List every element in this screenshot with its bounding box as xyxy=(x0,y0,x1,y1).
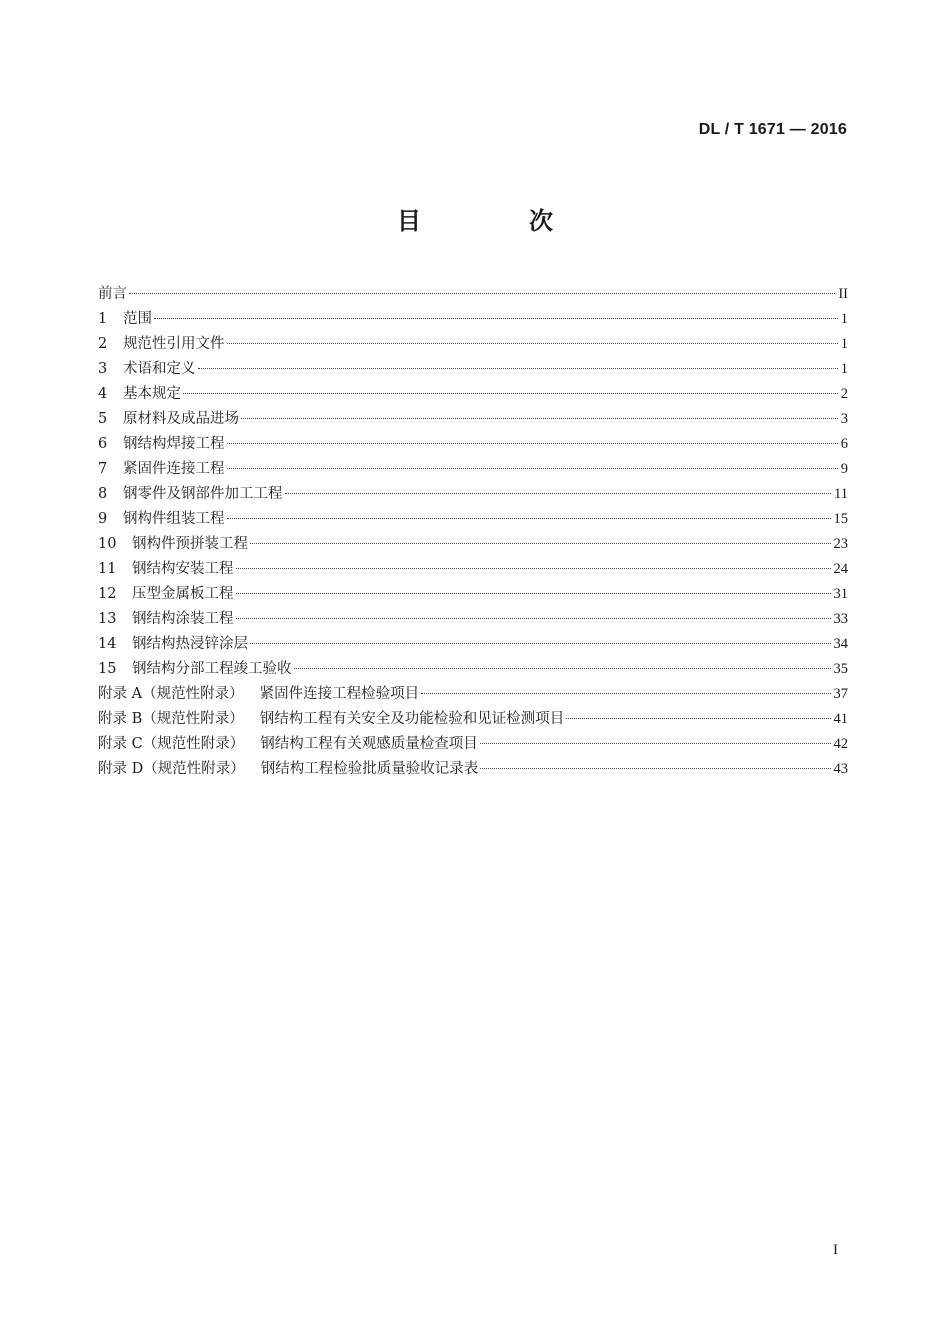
toc-entry[interactable] xyxy=(98,357,848,382)
toc-leader-dots xyxy=(294,668,831,669)
toc-entry-title: 前言 xyxy=(98,286,127,302)
toc-entry-number: 附录 B（规范性附录） xyxy=(98,711,244,727)
toc-leader-dots xyxy=(480,743,831,744)
toc-entry-page: 1 xyxy=(840,311,848,327)
toc-entry-number: 7 xyxy=(98,461,108,477)
toc-entry[interactable] xyxy=(98,507,848,532)
toc-entry-number: 1 xyxy=(98,311,108,327)
toc-entry[interactable] xyxy=(98,657,848,682)
toc-leader-dots xyxy=(198,368,838,369)
toc-entry-title: 术语和定义 xyxy=(123,361,196,377)
toc-entry-number: 5 xyxy=(98,411,108,427)
toc-entry-page: 2 xyxy=(840,386,848,402)
toc-entry-number: 2 xyxy=(98,336,108,352)
toc-entry-page: 1 xyxy=(840,361,848,377)
toc-entry-number: 10 xyxy=(98,536,117,552)
toc-entry-title: 范围 xyxy=(123,311,152,327)
toc-leader-dots xyxy=(227,518,831,519)
toc-entry-number: 13 xyxy=(98,611,117,627)
toc-entry-number: 11 xyxy=(98,561,117,577)
toc-entry[interactable] xyxy=(98,582,848,607)
toc-leader-dots xyxy=(236,618,831,619)
toc-entry[interactable] xyxy=(98,757,848,782)
toc-entry[interactable] xyxy=(98,557,848,582)
toc-entry[interactable] xyxy=(98,382,848,407)
toc-entry-number: 3 xyxy=(98,361,108,377)
toc-entry-number: 附录 D（规范性附录） xyxy=(98,761,245,777)
toc-entry-page: 23 xyxy=(833,536,848,552)
table-of-contents xyxy=(98,282,848,782)
toc-entry[interactable] xyxy=(98,632,848,657)
toc-entry[interactable] xyxy=(98,707,848,732)
toc-entry-number: 附录 C（规范性附录） xyxy=(98,736,245,752)
toc-entry-title: 钢结构安装工程 xyxy=(132,561,234,577)
toc-entry[interactable] xyxy=(98,682,848,707)
toc-entry-page: 1 xyxy=(840,336,848,352)
toc-entry-title: 钢结构涂装工程 xyxy=(132,611,234,627)
toc-entry-page: 9 xyxy=(840,461,848,477)
toc-entry[interactable] xyxy=(98,332,848,357)
toc-entry-page: 24 xyxy=(833,561,848,577)
toc-entry-page: II xyxy=(838,286,848,302)
toc-entry-page: 3 xyxy=(840,411,848,427)
toc-leader-dots xyxy=(250,543,831,544)
toc-entry-title: 基本规定 xyxy=(123,386,181,402)
toc-entry-number: 附录 A（规范性附录） xyxy=(98,686,244,702)
toc-entry-number: 14 xyxy=(98,636,117,652)
toc-entry-number: 8 xyxy=(98,486,108,502)
toc-leader-dots xyxy=(129,293,835,294)
toc-entry-page: 34 xyxy=(833,636,848,652)
page-title: 目 次 xyxy=(397,207,595,235)
toc-leader-dots xyxy=(227,468,838,469)
toc-leader-dots xyxy=(227,443,838,444)
toc-entry-title: 紧固件连接工程检验项目 xyxy=(259,686,420,702)
toc-entry-title: 紧固件连接工程 xyxy=(123,461,225,477)
toc-entry-page: 41 xyxy=(833,711,848,727)
toc-entry[interactable] xyxy=(98,532,848,557)
toc-entry[interactable] xyxy=(98,482,848,507)
toc-entry-page: 31 xyxy=(833,586,848,602)
toc-entry-page: 11 xyxy=(834,486,848,502)
toc-entry-number: 9 xyxy=(98,511,108,527)
toc-entry-number: 15 xyxy=(98,661,117,677)
toc-entry-title: 钢结构分部工程竣工验收 xyxy=(132,661,292,677)
toc-entry-title: 钢结构热浸锌涂层 xyxy=(132,636,248,652)
toc-entry-title: 钢结构工程有关安全及功能检验和见证检测项目 xyxy=(259,711,565,727)
toc-leader-dots xyxy=(227,343,838,344)
toc-entry-page: 33 xyxy=(833,611,848,627)
toc-entry-title: 压型金属板工程 xyxy=(132,586,234,602)
toc-entry[interactable] xyxy=(98,607,848,632)
toc-leader-dots xyxy=(183,393,838,394)
toc-leader-dots xyxy=(154,318,838,319)
toc-entry-number: 12 xyxy=(98,586,117,602)
toc-leader-dots xyxy=(236,593,831,594)
toc-leader-dots xyxy=(421,693,830,694)
toc-entry-page: 6 xyxy=(840,436,848,452)
toc-leader-dots xyxy=(236,568,831,569)
toc-entry-title: 钢结构工程检验批质量验收记录表 xyxy=(260,761,479,777)
toc-entry-page: 37 xyxy=(833,686,848,702)
toc-entry[interactable] xyxy=(98,407,848,432)
toc-leader-dots xyxy=(250,643,831,644)
toc-entry-title: 钢构件组装工程 xyxy=(123,511,225,527)
toc-entry-page: 42 xyxy=(833,736,848,752)
page-number: I xyxy=(833,1242,838,1258)
toc-entry-title: 钢零件及钢部件加工工程 xyxy=(123,486,283,502)
toc-entry-title: 规范性引用文件 xyxy=(123,336,225,352)
toc-entry[interactable] xyxy=(98,432,848,457)
toc-entry-number: 4 xyxy=(98,386,108,402)
toc-leader-dots xyxy=(480,768,830,769)
toc-leader-dots xyxy=(285,493,832,494)
standard-code: DL / T 1671 — 2016 xyxy=(698,121,847,138)
toc-leader-dots xyxy=(566,718,830,719)
toc-entry-title: 钢构件预拼装工程 xyxy=(132,536,248,552)
toc-entry-page: 43 xyxy=(833,761,848,777)
toc-entry-page: 15 xyxy=(833,511,848,527)
toc-leader-dots xyxy=(241,418,838,419)
toc-entry-title: 原材料及成品进场 xyxy=(123,411,239,427)
toc-entry[interactable] xyxy=(98,307,848,332)
toc-entry[interactable] xyxy=(98,282,848,307)
toc-entry[interactable] xyxy=(98,732,848,757)
toc-entry[interactable] xyxy=(98,457,848,482)
toc-entry-title: 钢结构焊接工程 xyxy=(123,436,225,452)
toc-entry-title: 钢结构工程有关观感质量检查项目 xyxy=(260,736,478,752)
toc-entry-number: 6 xyxy=(98,436,108,452)
toc-entry-page: 35 xyxy=(833,661,848,677)
